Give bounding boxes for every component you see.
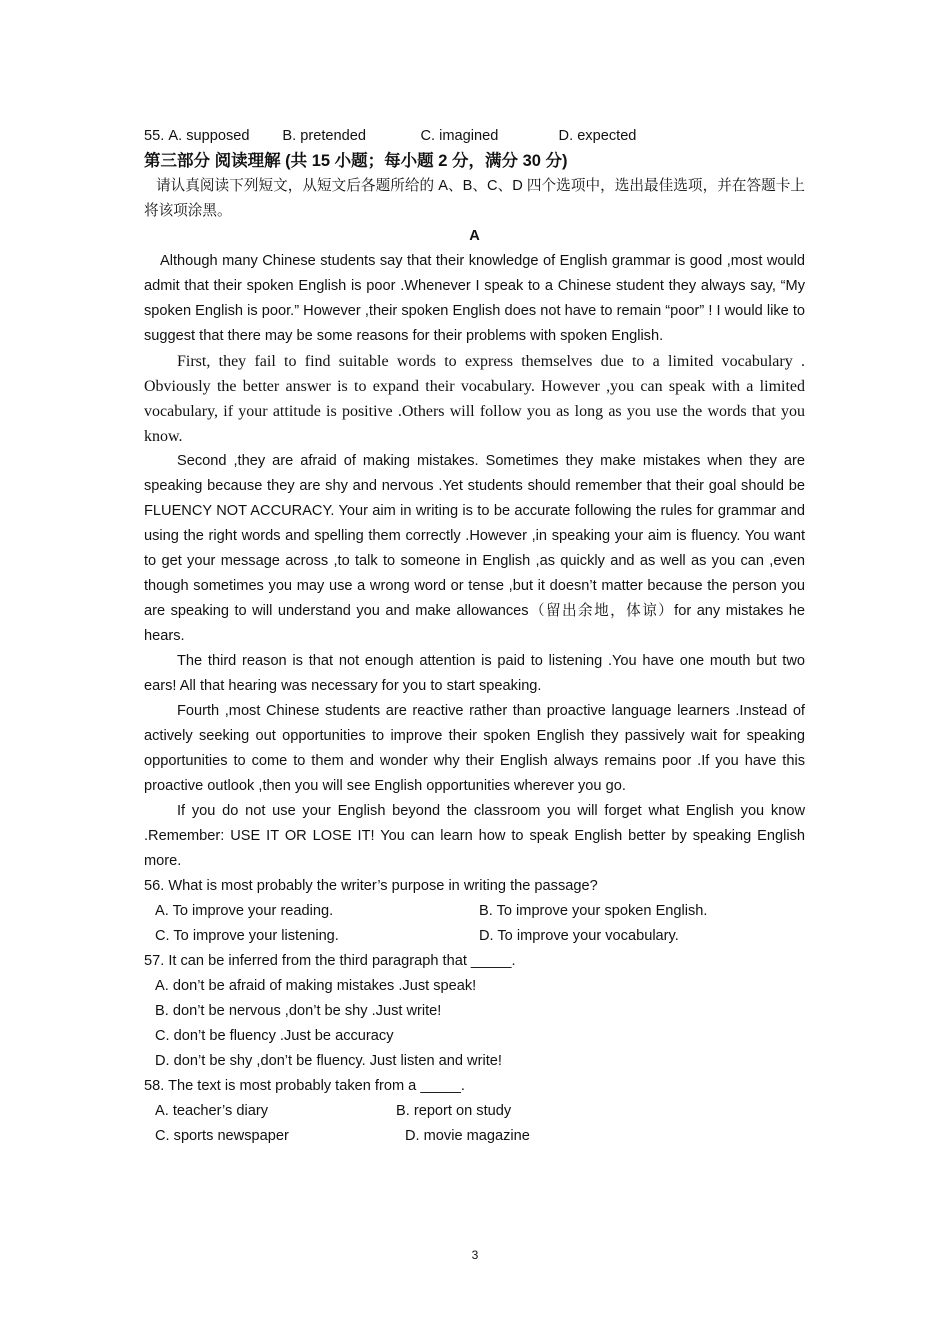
paragraph-3: Second ,they are afraid of making mistakes. Sometimes they make mistakes when they are speaking because they are shy and nervous .Yet students should remember that their goal should be FLUENCY NOT ACCURACY. Your aim in writing is to be accurate following the rules for grammar and using the right words and spelling them correctly .However ,in speaking your aim is fluency. You want to get your message across ,to talk to someone in English ,as quickly and as well as you can ,even though sometimes you may use a wrong word or tense ,but it doesn’t matter because the person you are speaking to will understand you and make allowances（留出余地，体谅）for any mistakes he hears. — [144, 453, 805, 644]
paragraph-4: The third reason is that not enough attention is paid to listening .You have one mouth but two ears! All that hearing was necessary for you to start speaking. — [144, 653, 805, 694]
option-b: B. pretended — [282, 128, 366, 144]
option-c: C. To improve your listening. — [155, 928, 339, 944]
paragraph-6: If you do not use your English beyond the classroom you will forget what English you know .Remember: USE IT OR LOSE IT! You can learn how to speak English better by speaking English more. — [144, 803, 805, 869]
option-a: A. teacher’s diary — [155, 1103, 269, 1119]
paragraph-2: First, they fail to find suitable words to express themselves due to a limited vocabulary . Obviously the better answer is to expand their vocabulary. However ,you can speak with a limited vocabulary, if your attitude is positive .Others will follow you as long as you use the words that you know. — [144, 353, 805, 445]
option-a: A. To improve your reading. — [155, 903, 334, 919]
paragraph-1: Although many Chinese students say that their knowledge of English grammar is good ,most would admit that their spoken English is poor .Whenever I speak to a Chinese student they always say, “My spoken English is poor.” However ,their spoken English does not have to remain “poor” ! I would like to suggest that there may be some reasons for their problems with spoken English. — [144, 253, 805, 344]
option-b: B. report on study — [396, 1103, 512, 1119]
option-c: C. don’t be fluency .Just be accuracy — [155, 1028, 394, 1044]
question-58-stem: 58. The text is most probably taken from a _____. — [144, 1078, 465, 1094]
question-58-options-row-2 — [144, 1124, 805, 1149]
question-57-stem: 57. It can be inferred from the third paragraph that _____. — [144, 953, 516, 969]
option-b: B. don’t be nervous ,don’t be shy .Just write! — [155, 1003, 442, 1019]
exam-page — [144, 124, 805, 1149]
option-d: D. don’t be shy ,don’t be fluency. Just listen and write! — [155, 1053, 502, 1069]
question-58-options-row-1 — [144, 1099, 805, 1124]
question-56-options-row-2 — [144, 924, 805, 949]
paragraph-5: Fourth ,most Chinese students are reactive rather than proactive language learners .Instead of actively seeking out opportunities to improve their spoken English they passively wait for speaking opportunities to come to them and wonder why their English always remains poor .If you have this proactive outlook ,then you will see English opportunities wherever you go. — [144, 703, 805, 794]
question-56-options-row-1 — [144, 899, 805, 924]
option-d: D. To improve your vocabulary. — [479, 928, 679, 944]
instructions: 请认真阅读下列短文，从短文后各题所给的 A、B、C、D 四个选项中，选出最佳选项，并在答题卡上将该项涂黑。 — [144, 178, 805, 219]
passage-title: A — [469, 228, 480, 244]
question-number: 55. — [144, 128, 165, 144]
option-b: B. To improve your spoken English. — [479, 903, 708, 919]
page-number: 3 — [471, 1248, 479, 1262]
option-a: A. supposed — [168, 128, 250, 144]
option-c: C. sports newspaper — [155, 1128, 289, 1144]
option-d: D. expected — [558, 128, 637, 144]
option-c: C. imagined — [420, 128, 499, 144]
section-heading: 第三部分 阅读理解 (共 15 小题；每小题 2 分，满分 30 分) — [144, 152, 568, 170]
option-a: A. don’t be afraid of making mistakes .Just speak! — [155, 978, 477, 994]
question-55 — [144, 124, 805, 149]
question-56-stem: 56. What is most probably the writer’s purpose in writing the passage? — [144, 878, 598, 894]
option-d: D. movie magazine — [405, 1128, 530, 1144]
